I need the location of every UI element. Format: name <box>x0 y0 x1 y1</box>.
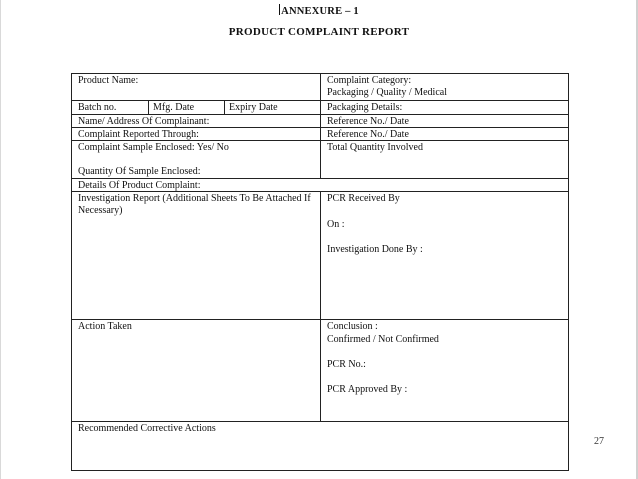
complaint-category-label: Complaint Category: <box>327 75 412 86</box>
investigation-report-label: Investigation Report (Additional Sheets To Be Attached If Necessary) <box>78 193 311 216</box>
pcr-no-label: PCR No.: <box>327 359 366 370</box>
complainant-name-address-label: Name/ Address Of Complainant: <box>78 116 210 127</box>
quantity-sample-label: Quantity Of Sample Enclosed: <box>78 166 201 177</box>
complaint-form-table <box>71 73 569 471</box>
report-title: PRODUCT COMPLAINT REPORT <box>228 26 410 38</box>
batch-no-label: Batch no. <box>78 102 117 113</box>
packaging-details-label: Packaging Details: <box>327 102 403 113</box>
product-name-label: Product Name: <box>78 75 139 86</box>
mfg-date-label: Mfg. Date <box>153 102 195 113</box>
recommended-actions-label: Recommended Corrective Actions <box>78 423 216 434</box>
page-edge-left <box>0 0 1 479</box>
expiry-date-label: Expiry Date <box>229 102 278 113</box>
action-taken-label: Action Taken <box>78 321 132 332</box>
confirmed-options: Confirmed / Not Confirmed <box>327 334 439 345</box>
pcr-approved-by-label: PCR Approved By : <box>327 384 408 395</box>
reference-no-date-label: Reference No./ Date <box>327 116 409 127</box>
sample-enclosed-label: Complaint Sample Enclosed: Yes/ No <box>78 142 229 153</box>
total-quantity-label: Total Quantity Involved <box>327 142 423 153</box>
complaint-details-label: Details Of Product Complaint: <box>78 180 201 191</box>
investigation-done-by-label: Investigation Done By : <box>327 244 423 255</box>
reference-no-date-label-2: Reference No./ Date <box>327 129 409 140</box>
received-on-label: On : <box>327 219 345 230</box>
conclusion-label: Conclusion : <box>327 321 378 332</box>
annexure-heading <box>0 4 638 17</box>
annexure-text: ANNEXURE – 1 <box>281 6 359 17</box>
complaint-reported-through-label: Complaint Reported Through: <box>78 129 199 140</box>
page-number: 27 <box>594 436 604 447</box>
complaint-category-options: Packaging / Quality / Medical <box>327 87 447 98</box>
pcr-received-by-label: PCR Received By <box>327 193 400 204</box>
